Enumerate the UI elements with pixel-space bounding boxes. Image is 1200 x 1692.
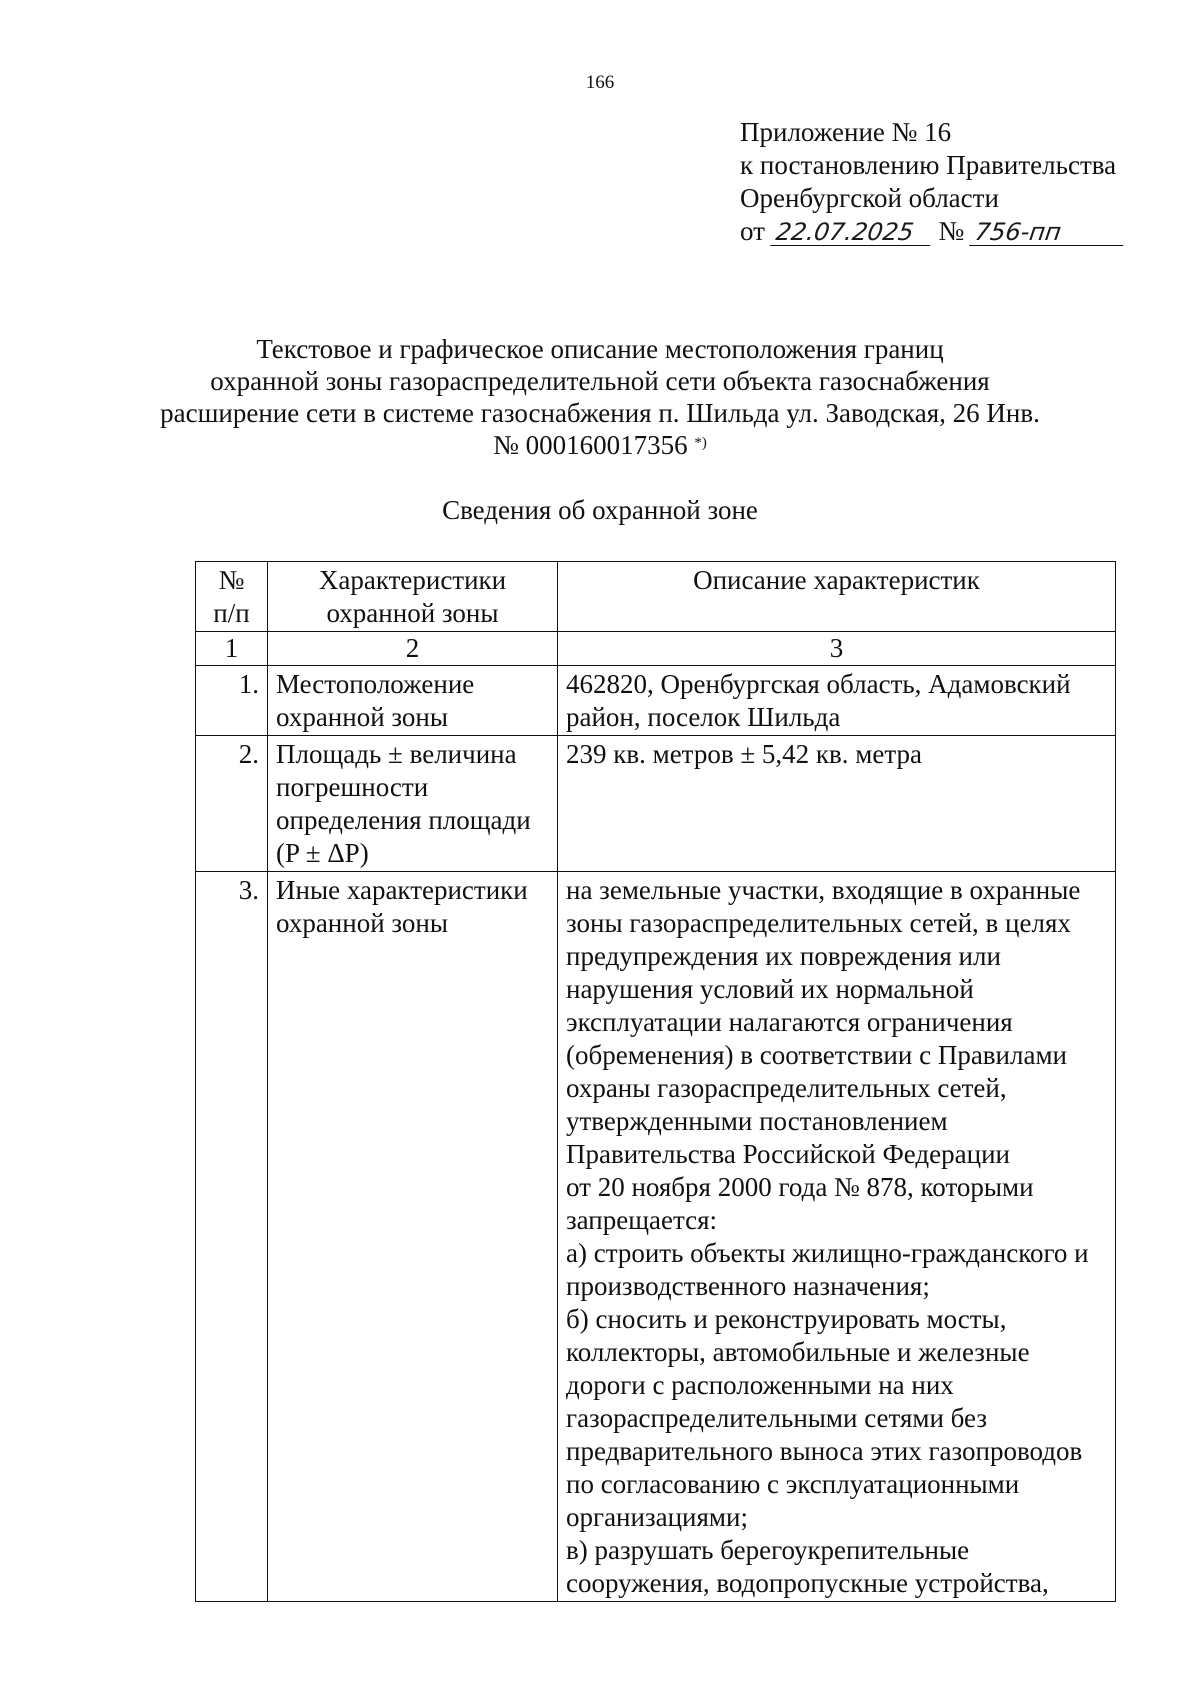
characteristic-line: Иные характеристики <box>276 875 528 905</box>
header-col-number <box>196 562 268 632</box>
table-row <box>196 872 1116 1602</box>
description-line: сооружения, водопропускные устройства, <box>566 1568 1049 1598</box>
column-number-1: 1 <box>196 632 268 666</box>
appendix-date-number-row <box>740 215 1180 248</box>
description-line: производственного назначения; <box>566 1271 930 1301</box>
characteristic-line: (P ± ΔP) <box>276 838 369 868</box>
title-line-1: Текстовое и графическое описание местоположения границ <box>256 334 944 364</box>
appendix-title: Приложение № 16 <box>740 117 952 147</box>
header-characteristics-line-1: Характеристики <box>318 565 507 595</box>
header-col-characteristics <box>268 562 558 632</box>
appendix-region: Оренбургской области <box>740 183 999 213</box>
column-number-2: 2 <box>268 632 558 666</box>
description-line: (обременения) в соответствии с Правилами <box>566 1040 1067 1070</box>
row-description <box>558 666 1116 736</box>
title-line-3: расширение сети в системе газоснабжения п. Шильда ул. Заводская, 26 Инв. <box>160 398 1040 428</box>
zone-info-table <box>195 561 1116 1602</box>
description-line: зоны газораспределительных сетей, в целях <box>566 908 1071 938</box>
table-column-numbers-row <box>196 632 1116 666</box>
description-line: 462820, Оренбургская область, Адамовский <box>566 669 1071 699</box>
table-row <box>196 736 1116 872</box>
characteristic-line: охранной зоны <box>276 702 449 732</box>
from-label: от <box>740 216 765 246</box>
description-line: утвержденными постановлением <box>566 1106 948 1136</box>
characteristic-line: погрешности <box>276 772 429 802</box>
characteristic-line: охранной зоны <box>276 908 449 938</box>
description-line: дороги с расположенными на них <box>566 1370 954 1400</box>
description-line: охраны газораспределительных сетей, <box>566 1073 1007 1103</box>
description-line: а) строить объекты жилищно-гражданского и <box>566 1238 1089 1268</box>
description-line: газораспределительными сетями без <box>566 1403 988 1433</box>
inventory-number: № 000160017356 <box>493 430 688 460</box>
description-line: в) разрушать берегоукрепительные <box>566 1535 970 1565</box>
row-number: 3. <box>196 872 268 1602</box>
header-number-abbrev: п/п <box>213 598 250 628</box>
section-subtitle: Сведения об охранной зоне <box>442 495 758 525</box>
description-line: нарушения условий их нормальной <box>566 974 974 1004</box>
header-characteristics-line-2: охранной зоны <box>326 598 499 628</box>
document-title <box>150 333 1050 461</box>
description-line: Правительства Российской Федерации <box>566 1139 1010 1169</box>
handwritten-date: 22.07.2025 <box>770 219 934 246</box>
description-line: по согласованию с эксплуатационными <box>566 1469 1020 1499</box>
description-line: эксплуатации налагаются ограничения <box>566 1007 1013 1037</box>
row-characteristic <box>268 872 558 1602</box>
column-number-3: 3 <box>558 632 1116 666</box>
row-number: 1. <box>196 666 268 736</box>
row-characteristic <box>268 736 558 872</box>
description-line: на земельные участки, входящие в охранные <box>566 875 1081 905</box>
description-line: б) сносить и реконструировать мосты, <box>566 1304 1007 1334</box>
header-col-description: Описание характеристик <box>558 562 1116 632</box>
handwritten-number: 756-пп <box>969 219 1127 246</box>
title-line-2: охранной зоны газораспределительной сети объекта газоснабжения <box>210 366 990 396</box>
description-line: от 20 ноября 2000 года № 878, которыми <box>566 1172 1034 1202</box>
row-description <box>558 736 1116 872</box>
number-sign: № <box>938 216 965 246</box>
description-line: коллекторы, автомобильные и железные <box>566 1337 1030 1367</box>
characteristic-line: Местоположение <box>276 669 475 699</box>
row-characteristic <box>268 666 558 736</box>
row-number: 2. <box>196 736 268 872</box>
description-line: 239 кв. метров ± 5,42 кв. метра <box>566 739 922 769</box>
table-row <box>196 666 1116 736</box>
header-number-sign: № <box>218 565 245 595</box>
characteristic-line: Площадь ± величина <box>276 739 517 769</box>
description-line: район, поселок Шильда <box>566 702 841 732</box>
characteristic-line: определения площади <box>276 805 531 835</box>
appendix-decree-ref: к постановлению Правительства <box>740 150 1117 180</box>
title-line-4 <box>150 429 1050 461</box>
page-number: 166 <box>585 72 615 93</box>
description-line: запрещается: <box>566 1205 718 1235</box>
table-header-row <box>196 562 1116 632</box>
description-line: предварительного выноса этих газопроводов <box>566 1436 1083 1466</box>
appendix-block <box>740 116 1180 248</box>
description-line: предупреждения их повреждения или <box>566 941 1001 971</box>
row-description <box>558 872 1116 1602</box>
description-line: организациями; <box>566 1502 748 1532</box>
footnote-mark: *) <box>694 435 707 451</box>
